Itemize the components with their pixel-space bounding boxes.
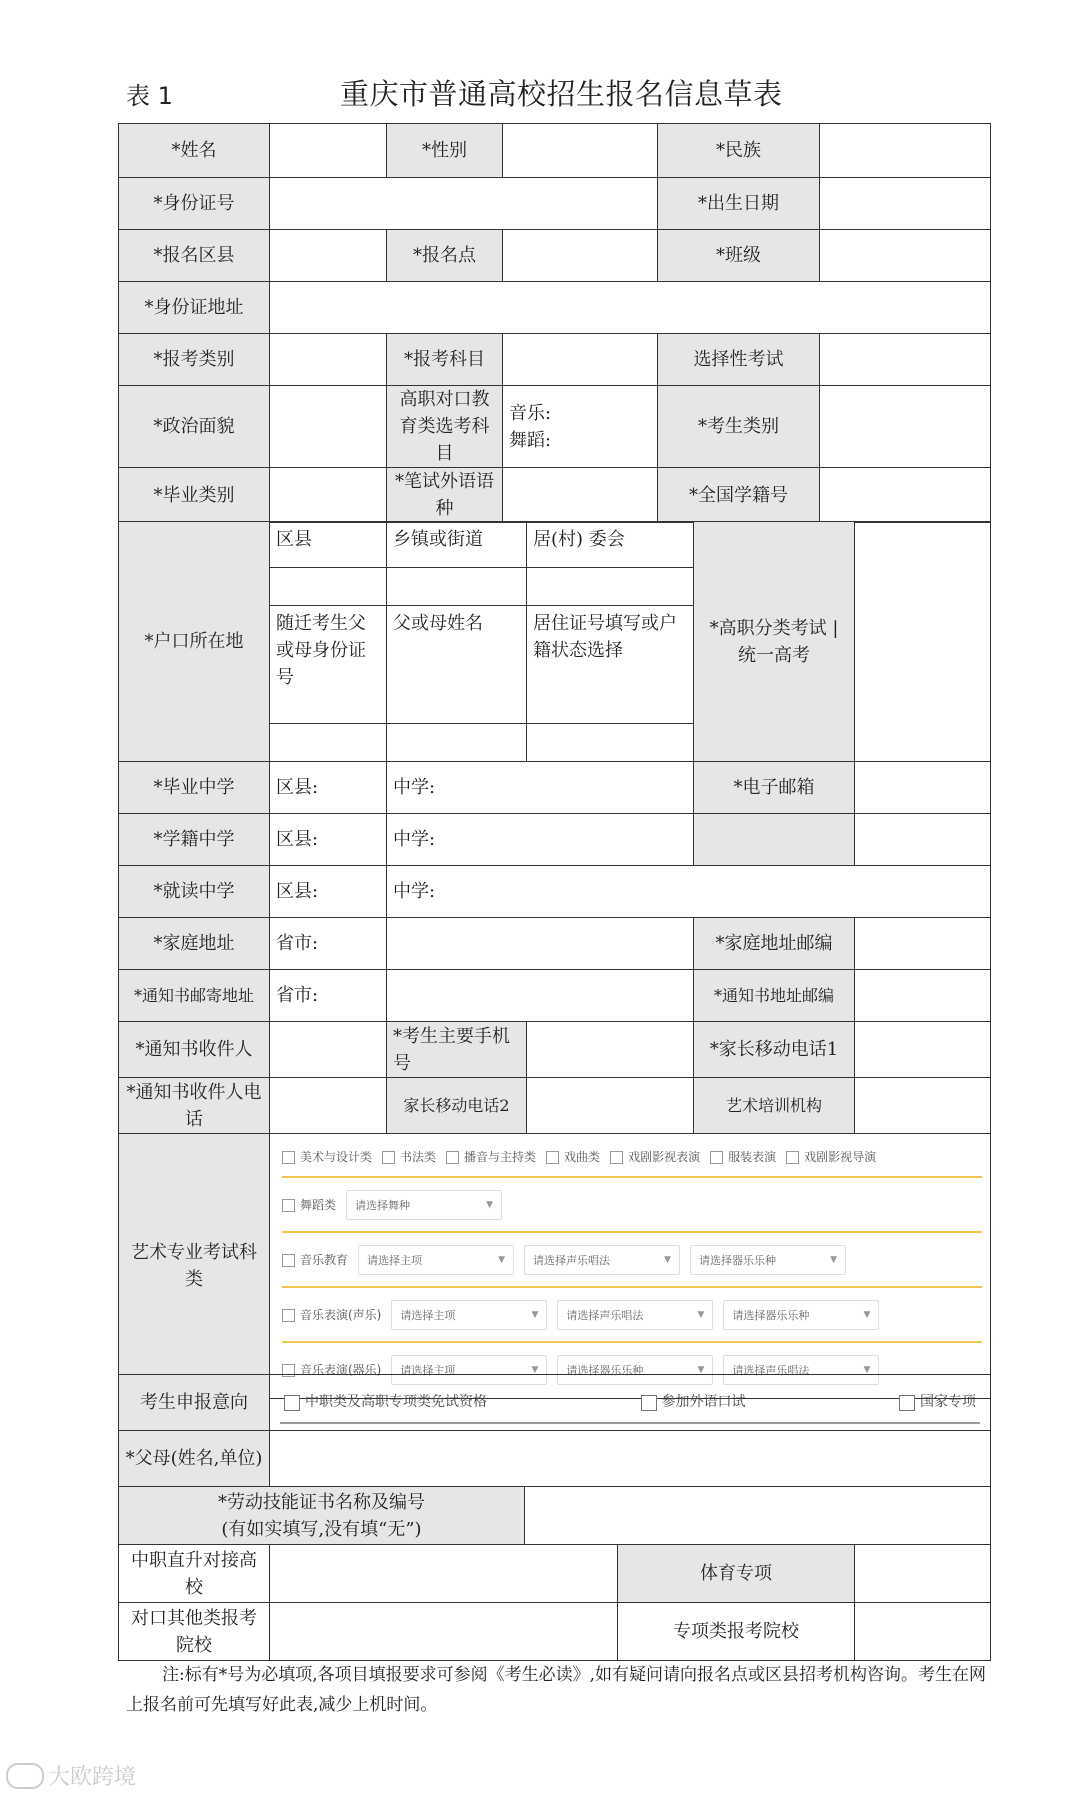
sports-label: 体育专项 bbox=[618, 1545, 855, 1603]
mail-postcode-label: *通知书地址邮编 bbox=[694, 970, 855, 1022]
vocal-select[interactable]: 请选择声乐唱法 ▼ bbox=[557, 1300, 713, 1330]
mail-address-label: *通知书邮寄地址 bbox=[119, 970, 270, 1022]
basic-info-table bbox=[118, 123, 991, 523]
checkbox-icon bbox=[786, 1151, 799, 1164]
art-option[interactable]: 戏剧影视表演 bbox=[610, 1144, 700, 1171]
checkbox-icon bbox=[284, 1395, 300, 1411]
checkbox-icon bbox=[282, 1309, 295, 1322]
recipient-label: *通知书收件人 bbox=[119, 1022, 270, 1078]
parent-phone2-field[interactable] bbox=[527, 1078, 694, 1134]
ethnicity-label: *民族 bbox=[658, 124, 820, 178]
art-row-music-vocal bbox=[282, 1291, 982, 1339]
town-field[interactable] bbox=[387, 568, 527, 606]
vocational-subjects-label: 高职对口教育类选考科目 bbox=[387, 386, 503, 468]
music-inst-option[interactable]: 音乐表演(器乐) bbox=[282, 1357, 381, 1384]
grad-school-field[interactable]: 中学: bbox=[387, 762, 694, 814]
cert-field[interactable] bbox=[525, 1487, 991, 1545]
chevron-down-icon: ▼ bbox=[531, 1309, 539, 1320]
id-address-label: *身份证地址 bbox=[119, 282, 270, 334]
residence-permit-field[interactable] bbox=[527, 724, 694, 762]
dance-label: 舞蹈: bbox=[509, 429, 552, 451]
parent-name-header: 父或母姓名 bbox=[387, 606, 527, 724]
vocal-select[interactable]: 请选择声乐唱法 ▼ bbox=[524, 1245, 680, 1275]
direct-field[interactable] bbox=[270, 1545, 618, 1603]
exam-subject-label: *报考科目 bbox=[387, 334, 503, 386]
parent-id-header: 随迁考生父或母身份证号 bbox=[270, 606, 387, 724]
exam-subject-field[interactable] bbox=[503, 334, 658, 386]
art-category-label: 艺术专业考试科类 bbox=[119, 1134, 270, 1399]
parent-name-field[interactable] bbox=[387, 724, 527, 762]
recipient-phone-field[interactable] bbox=[270, 1078, 387, 1134]
id-number-field[interactable] bbox=[270, 178, 658, 230]
dance-option[interactable]: 舞蹈类 bbox=[282, 1192, 336, 1219]
intent-table bbox=[118, 1374, 991, 1661]
intent-option-vocational[interactable]: 中职类及高职专项类免试资格 bbox=[284, 1389, 487, 1416]
parent-phone1-label: *家长移动电话1 bbox=[694, 1022, 855, 1078]
intent-option-national[interactable]: 国家专项 bbox=[899, 1389, 976, 1416]
chevron-down-icon: ▼ bbox=[863, 1364, 871, 1375]
chevron-down-icon: ▼ bbox=[531, 1364, 539, 1375]
graduation-type-label: *毕业类别 bbox=[119, 468, 270, 523]
art-option[interactable]: 戏剧影视导演 bbox=[786, 1144, 876, 1171]
exam-category-field[interactable] bbox=[270, 334, 387, 386]
reg-district-label: *报名区县 bbox=[119, 230, 270, 282]
intent-label: 考生申报意向 bbox=[119, 1375, 270, 1431]
ethnicity-field[interactable] bbox=[820, 124, 991, 178]
instrument-select[interactable]: 请选择器乐乐种 ▼ bbox=[690, 1245, 846, 1275]
household-label: *户口所在地 bbox=[119, 522, 270, 762]
birth-date-field[interactable] bbox=[820, 178, 991, 230]
art-training-field[interactable] bbox=[855, 1078, 991, 1134]
intent-options bbox=[280, 1381, 980, 1424]
vocal-select[interactable]: 请选择声乐唱法 ▼ bbox=[723, 1355, 879, 1385]
instrument-select[interactable]: 请选择器乐乐种 ▼ bbox=[557, 1355, 713, 1385]
divider bbox=[282, 1341, 982, 1343]
reg-point-label: *报名点 bbox=[387, 230, 503, 282]
birth-date-label: *出生日期 bbox=[658, 178, 820, 230]
grad-district-field[interactable]: 区县: bbox=[270, 762, 387, 814]
parent-id-field[interactable] bbox=[270, 724, 387, 762]
email-label: *电子邮箱 bbox=[694, 762, 855, 814]
home-postcode-field[interactable] bbox=[855, 918, 991, 970]
main-select[interactable]: 请选择主项 ▼ bbox=[391, 1300, 547, 1330]
attend-school-label: *就读中学 bbox=[119, 866, 270, 918]
art-row-music-edu bbox=[282, 1236, 982, 1284]
main-select[interactable]: 请选择主项 ▼ bbox=[391, 1355, 547, 1385]
email-field[interactable] bbox=[855, 762, 991, 814]
dance-select[interactable]: 请选择舞种 ▼ bbox=[346, 1190, 502, 1220]
roll-school-field[interactable]: 中学: bbox=[387, 814, 694, 866]
residence-permit-header: 居住证号填写或户籍状态选择 bbox=[527, 606, 694, 724]
reg-district-field[interactable] bbox=[270, 230, 387, 282]
watermark-logo-icon bbox=[6, 1763, 44, 1789]
music-dance-field[interactable] bbox=[503, 386, 658, 468]
national-roll-label: *全国学籍号 bbox=[658, 468, 820, 523]
elective-exam-label: 选择性考试 bbox=[658, 334, 820, 386]
checkbox-icon bbox=[446, 1151, 459, 1164]
intent-field bbox=[270, 1375, 991, 1431]
chevron-down-icon: ▼ bbox=[486, 1199, 494, 1210]
other-field[interactable] bbox=[270, 1603, 618, 1661]
vocational-exam-field[interactable] bbox=[855, 522, 991, 762]
id-address-field[interactable] bbox=[270, 282, 991, 334]
attend-district-field[interactable]: 区县: bbox=[270, 866, 387, 918]
special-field[interactable] bbox=[855, 1603, 991, 1661]
home-address-label: *家庭地址 bbox=[119, 918, 270, 970]
music-edu-option[interactable]: 音乐教育 bbox=[282, 1247, 348, 1274]
vocational-exam-label: *高职分类考试 | 统一高考 bbox=[694, 522, 855, 762]
candidate-phone-field[interactable] bbox=[527, 1022, 694, 1078]
main-select[interactable]: 请选择主项 ▼ bbox=[358, 1245, 514, 1275]
roll-school-label: *学籍中学 bbox=[119, 814, 270, 866]
name-field[interactable] bbox=[270, 124, 387, 178]
checkbox-icon bbox=[899, 1395, 915, 1411]
art-option[interactable]: 服装表演 bbox=[710, 1144, 776, 1171]
candidate-phone-label: *考生主要手机号 bbox=[387, 1022, 527, 1078]
committee-header: 居(村) 委会 bbox=[527, 522, 694, 568]
chevron-down-icon: ▼ bbox=[498, 1254, 506, 1265]
chevron-down-icon: ▼ bbox=[830, 1254, 838, 1265]
art-row-1 bbox=[282, 1140, 982, 1174]
mail-postcode-field[interactable] bbox=[855, 970, 991, 1022]
intent-option-oral[interactable]: 参加外语口试 bbox=[641, 1389, 746, 1416]
other-label: 对口其他类报考院校 bbox=[119, 1603, 270, 1661]
foreign-language-field[interactable] bbox=[503, 468, 658, 523]
home-province-field[interactable]: 省市: bbox=[270, 918, 387, 970]
checkbox-icon bbox=[641, 1395, 657, 1411]
parent-phone1-field[interactable] bbox=[855, 1022, 991, 1078]
cert-label: *劳动技能证书名称及编号 (有如实填写,没有填“无”) bbox=[119, 1487, 525, 1545]
music-label: 音乐: bbox=[509, 402, 552, 424]
political-status-label: *政治面貌 bbox=[119, 386, 270, 468]
checkbox-icon bbox=[710, 1151, 723, 1164]
name-label: *姓名 bbox=[119, 124, 270, 178]
candidate-type-field[interactable] bbox=[820, 386, 991, 468]
parents-label: *父母(姓名,单位) bbox=[119, 1431, 270, 1487]
watermark bbox=[6, 1760, 136, 1791]
elective-exam-field[interactable] bbox=[820, 334, 991, 386]
gender-field[interactable] bbox=[503, 124, 658, 178]
watermark-text: 大欧跨境 bbox=[48, 1765, 137, 1790]
address-contact-table bbox=[118, 521, 991, 1399]
roll-blank-field[interactable] bbox=[855, 814, 991, 866]
checkbox-icon bbox=[382, 1151, 395, 1164]
checkbox-icon bbox=[610, 1151, 623, 1164]
chevron-down-icon: ▼ bbox=[863, 1309, 871, 1320]
checkbox-icon bbox=[282, 1199, 295, 1212]
recipient-phone-label: *通知书收件人电话 bbox=[119, 1078, 270, 1134]
music-vocal-option[interactable]: 音乐表演(声乐) bbox=[282, 1302, 381, 1329]
mail-province-field[interactable]: 省市: bbox=[270, 970, 387, 1022]
instrument-select[interactable]: 请选择器乐乐种 ▼ bbox=[723, 1300, 879, 1330]
page-title: 重庆市普通高校招生报名信息草表 bbox=[340, 77, 783, 111]
art-option[interactable]: 戏曲类 bbox=[546, 1144, 600, 1171]
class-field[interactable] bbox=[820, 230, 991, 282]
special-label: 专项类报考院校 bbox=[618, 1603, 855, 1661]
art-option[interactable]: 书法类 bbox=[382, 1144, 436, 1171]
divider bbox=[282, 1176, 982, 1178]
checkbox-icon bbox=[546, 1151, 559, 1164]
home-postcode-label: *家庭地址邮编 bbox=[694, 918, 855, 970]
mail-address-field[interactable] bbox=[387, 970, 694, 1022]
chevron-down-icon: ▼ bbox=[664, 1254, 672, 1265]
parents-field[interactable] bbox=[270, 1431, 991, 1487]
footnote: 注:标有*号为必填项,各项目填报要求可参阅《考生必读》,如有疑问请向报名点或区县招考机构咨询。考生在网上报名前可先填写好此表,减少上机时间。 bbox=[126, 1665, 987, 1715]
attend-school-field[interactable]: 中学: bbox=[387, 866, 991, 918]
id-number-label: *身份证号 bbox=[119, 178, 270, 230]
chevron-down-icon: ▼ bbox=[697, 1364, 705, 1375]
candidate-type-label: *考生类别 bbox=[658, 386, 820, 468]
art-training-label: 艺术培训机构 bbox=[694, 1078, 855, 1134]
divider bbox=[282, 1231, 982, 1233]
committee-field[interactable] bbox=[527, 568, 694, 606]
parent-phone2-label: 家长移动电话2 bbox=[387, 1078, 527, 1134]
checkbox-icon bbox=[282, 1254, 295, 1267]
chevron-down-icon: ▼ bbox=[697, 1309, 705, 1320]
political-status-field[interactable] bbox=[270, 386, 387, 468]
town-header: 乡镇或街道 bbox=[387, 522, 527, 568]
roll-district-field[interactable]: 区县: bbox=[270, 814, 387, 866]
roll-blank-label bbox=[694, 814, 855, 866]
exam-category-label: *报考类别 bbox=[119, 334, 270, 386]
checkbox-icon bbox=[282, 1151, 295, 1164]
art-row-dance bbox=[282, 1181, 982, 1229]
graduation-type-field[interactable] bbox=[270, 468, 387, 523]
district-field[interactable] bbox=[270, 568, 387, 606]
table-number: 表 1 bbox=[126, 82, 173, 110]
divider bbox=[282, 1286, 982, 1288]
class-label: *班级 bbox=[658, 230, 820, 282]
district-header: 区县 bbox=[270, 522, 387, 568]
direct-label: 中职直升对接高校 bbox=[119, 1545, 270, 1603]
home-address-field[interactable] bbox=[387, 918, 694, 970]
gender-label: *性别 bbox=[387, 124, 503, 178]
recipient-field[interactable] bbox=[270, 1022, 387, 1078]
national-roll-field[interactable] bbox=[820, 468, 991, 523]
foreign-language-label: *笔试外语语种 bbox=[387, 468, 503, 523]
reg-point-field[interactable] bbox=[503, 230, 658, 282]
sports-field[interactable] bbox=[855, 1545, 991, 1603]
grad-school-label: *毕业中学 bbox=[119, 762, 270, 814]
art-option[interactable]: 美术与设计类 bbox=[282, 1144, 372, 1171]
art-category-panel bbox=[270, 1134, 991, 1399]
art-option[interactable]: 播音与主持类 bbox=[446, 1144, 536, 1171]
